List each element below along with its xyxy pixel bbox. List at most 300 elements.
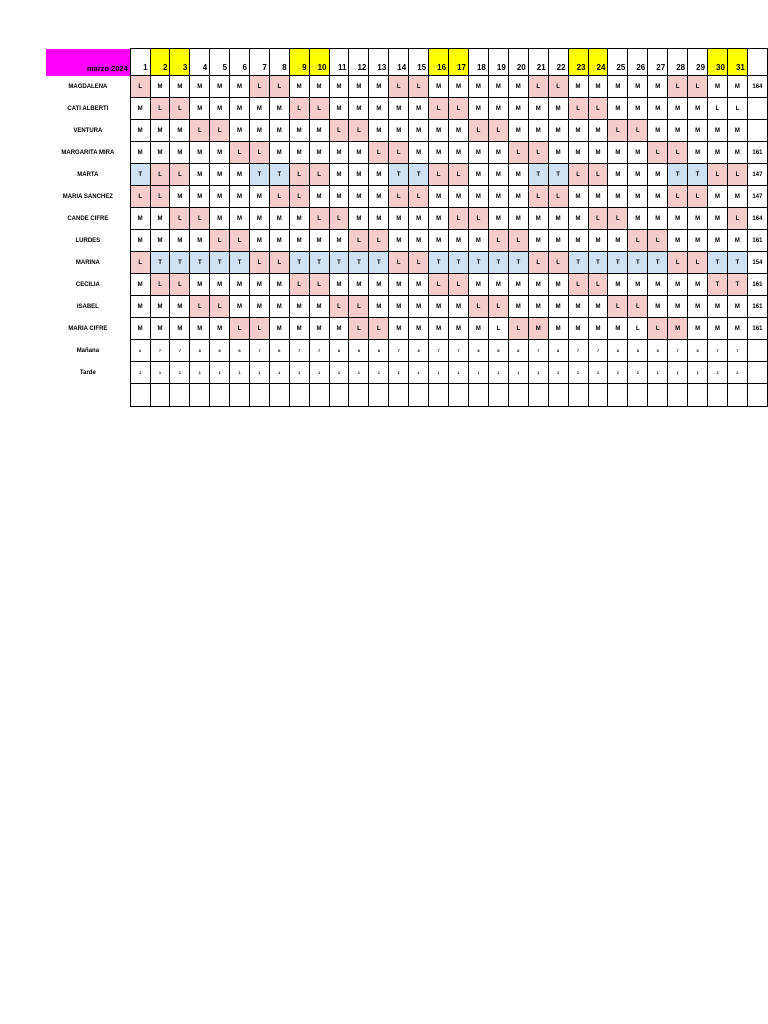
- staff-name[interactable]: MARGARITA MIRA: [61, 149, 115, 156]
- shift-cell[interactable]: L: [309, 274, 329, 296]
- shift-cell[interactable]: M: [309, 186, 329, 208]
- shift-cell[interactable]: M: [309, 296, 329, 318]
- shift-cell[interactable]: M: [329, 274, 349, 296]
- shift-cell[interactable]: M: [449, 318, 469, 340]
- shift-cell[interactable]: M: [568, 318, 588, 340]
- shift-cell[interactable]: M: [688, 296, 708, 318]
- shift-cell[interactable]: L: [588, 164, 608, 186]
- shift-cell[interactable]: M: [468, 274, 488, 296]
- shift-cell[interactable]: T: [269, 164, 289, 186]
- empty-cell[interactable]: [309, 384, 329, 407]
- shift-cell[interactable]: M: [648, 120, 668, 142]
- shift-cell[interactable]: M: [548, 142, 568, 164]
- shift-cell[interactable]: M: [230, 98, 250, 120]
- shift-cell[interactable]: M: [727, 230, 747, 252]
- shift-cell[interactable]: L: [230, 230, 250, 252]
- shift-cell[interactable]: M: [727, 186, 747, 208]
- shift-cell[interactable]: M: [468, 164, 488, 186]
- shift-cell[interactable]: M: [449, 296, 469, 318]
- count-cell[interactable]: 1: [488, 362, 508, 384]
- shift-cell[interactable]: L: [429, 164, 449, 186]
- count-cell[interactable]: 1: [668, 362, 688, 384]
- shift-cell[interactable]: M: [608, 274, 628, 296]
- empty-cell[interactable]: [329, 384, 349, 407]
- shift-cell[interactable]: M: [329, 142, 349, 164]
- shift-cell[interactable]: L: [289, 186, 309, 208]
- shift-cell[interactable]: L: [668, 252, 688, 274]
- shift-cell[interactable]: M: [150, 120, 170, 142]
- shift-cell[interactable]: M: [648, 274, 668, 296]
- shift-cell[interactable]: L: [309, 98, 329, 120]
- shift-cell[interactable]: M: [409, 208, 429, 230]
- shift-cell[interactable]: M: [130, 318, 150, 340]
- shift-cell[interactable]: M: [329, 98, 349, 120]
- count-cell[interactable]: 8: [628, 340, 648, 362]
- shift-cell[interactable]: M: [170, 142, 190, 164]
- count-label[interactable]: Mañana: [76, 347, 100, 354]
- shift-cell[interactable]: T: [429, 252, 449, 274]
- shift-cell[interactable]: L: [628, 318, 648, 340]
- shift-cell[interactable]: L: [449, 164, 469, 186]
- shift-cell[interactable]: T: [727, 252, 747, 274]
- shift-cell[interactable]: M: [648, 164, 668, 186]
- shift-cell[interactable]: M: [389, 120, 409, 142]
- shift-cell[interactable]: M: [528, 120, 548, 142]
- shift-cell[interactable]: M: [508, 76, 528, 98]
- shift-cell[interactable]: M: [349, 142, 369, 164]
- empty-cell[interactable]: [389, 384, 409, 407]
- shift-cell[interactable]: M: [150, 318, 170, 340]
- shift-cell[interactable]: M: [409, 318, 429, 340]
- shift-cell[interactable]: M: [449, 186, 469, 208]
- shift-cell[interactable]: M: [150, 296, 170, 318]
- shift-cell[interactable]: M: [508, 186, 528, 208]
- shift-cell[interactable]: L: [528, 142, 548, 164]
- shift-cell[interactable]: M: [249, 296, 269, 318]
- shift-cell[interactable]: M: [249, 274, 269, 296]
- count-cell[interactable]: 7: [289, 340, 309, 362]
- shift-cell[interactable]: L: [309, 164, 329, 186]
- shift-cell[interactable]: M: [230, 76, 250, 98]
- count-cell[interactable]: 8: [190, 340, 210, 362]
- shift-cell[interactable]: M: [668, 120, 688, 142]
- shift-cell[interactable]: M: [708, 318, 728, 340]
- day-header-27[interactable]: 27: [648, 49, 668, 76]
- count-cell[interactable]: 1: [588, 362, 608, 384]
- staff-name[interactable]: VENTURA: [73, 127, 103, 134]
- empty-cell[interactable]: [150, 384, 170, 407]
- shift-cell[interactable]: M: [508, 296, 528, 318]
- shift-cell[interactable]: M: [548, 296, 568, 318]
- shift-cell[interactable]: M: [588, 296, 608, 318]
- shift-cell[interactable]: M: [369, 208, 389, 230]
- shift-cell[interactable]: M: [429, 208, 449, 230]
- shift-cell[interactable]: M: [708, 296, 728, 318]
- count-cell[interactable]: 1: [369, 362, 389, 384]
- shift-cell[interactable]: M: [349, 208, 369, 230]
- shift-cell[interactable]: L: [409, 76, 429, 98]
- shift-cell[interactable]: M: [668, 230, 688, 252]
- day-header-26[interactable]: 26: [628, 49, 648, 76]
- shift-cell[interactable]: M: [488, 274, 508, 296]
- shift-cell[interactable]: L: [269, 76, 289, 98]
- shift-cell[interactable]: L: [648, 230, 668, 252]
- shift-cell[interactable]: M: [688, 120, 708, 142]
- shift-cell[interactable]: M: [588, 120, 608, 142]
- shift-cell[interactable]: L: [429, 98, 449, 120]
- shift-cell[interactable]: M: [170, 120, 190, 142]
- empty-cell[interactable]: [568, 384, 588, 407]
- shift-cell[interactable]: L: [389, 142, 409, 164]
- shift-cell[interactable]: M: [568, 230, 588, 252]
- shift-cell[interactable]: T: [130, 164, 150, 186]
- count-cell[interactable]: 8: [409, 340, 429, 362]
- shift-cell[interactable]: M: [329, 186, 349, 208]
- shift-cell[interactable]: M: [628, 208, 648, 230]
- shift-cell[interactable]: L: [648, 142, 668, 164]
- shift-cell[interactable]: L: [249, 76, 269, 98]
- shift-cell[interactable]: L: [289, 98, 309, 120]
- day-header-15[interactable]: 15: [409, 49, 429, 76]
- shift-cell[interactable]: T: [150, 252, 170, 274]
- count-cell[interactable]: 8: [269, 340, 289, 362]
- shift-cell[interactable]: M: [608, 76, 628, 98]
- day-header-25[interactable]: 25: [608, 49, 628, 76]
- shift-cell[interactable]: M: [309, 120, 329, 142]
- day-header-5[interactable]: 5: [210, 49, 230, 76]
- shift-cell[interactable]: M: [727, 120, 747, 142]
- shift-cell[interactable]: M: [528, 98, 548, 120]
- shift-cell[interactable]: M: [548, 230, 568, 252]
- shift-cell[interactable]: M: [309, 230, 329, 252]
- staff-name[interactable]: MARTA: [77, 171, 99, 178]
- count-cell[interactable]: 8: [548, 340, 568, 362]
- shift-cell[interactable]: M: [369, 296, 389, 318]
- day-header-16[interactable]: 16: [429, 49, 449, 76]
- shift-cell[interactable]: M: [648, 76, 668, 98]
- shift-cell[interactable]: L: [190, 296, 210, 318]
- shift-cell[interactable]: M: [289, 120, 309, 142]
- shift-cell[interactable]: M: [389, 274, 409, 296]
- count-cell[interactable]: 8: [349, 340, 369, 362]
- empty-cell[interactable]: [508, 384, 528, 407]
- shift-cell[interactable]: M: [468, 76, 488, 98]
- shift-cell[interactable]: M: [170, 186, 190, 208]
- shift-cell[interactable]: L: [349, 230, 369, 252]
- shift-cell[interactable]: M: [349, 164, 369, 186]
- empty-cell[interactable]: [249, 384, 269, 407]
- shift-cell[interactable]: L: [468, 120, 488, 142]
- shift-cell[interactable]: M: [488, 164, 508, 186]
- shift-cell[interactable]: L: [548, 252, 568, 274]
- shift-cell[interactable]: M: [429, 76, 449, 98]
- shift-cell[interactable]: L: [150, 98, 170, 120]
- shift-cell[interactable]: L: [449, 208, 469, 230]
- shift-cell[interactable]: L: [727, 98, 747, 120]
- count-cell[interactable]: 1: [170, 362, 190, 384]
- day-header-1[interactable]: 1: [130, 49, 150, 76]
- shift-cell[interactable]: L: [249, 318, 269, 340]
- shift-cell[interactable]: M: [230, 186, 250, 208]
- shift-cell[interactable]: M: [548, 318, 568, 340]
- shift-cell[interactable]: L: [369, 318, 389, 340]
- shift-cell[interactable]: M: [349, 76, 369, 98]
- shift-cell[interactable]: T: [349, 252, 369, 274]
- shift-cell[interactable]: M: [648, 186, 668, 208]
- shift-cell[interactable]: T: [468, 252, 488, 274]
- empty-cell[interactable]: [608, 384, 628, 407]
- shift-cell[interactable]: T: [369, 252, 389, 274]
- shift-cell[interactable]: M: [568, 186, 588, 208]
- count-cell[interactable]: 7: [588, 340, 608, 362]
- shift-cell[interactable]: L: [349, 318, 369, 340]
- shift-cell[interactable]: T: [190, 252, 210, 274]
- shift-cell[interactable]: M: [170, 76, 190, 98]
- day-header-22[interactable]: 22: [548, 49, 568, 76]
- day-header-14[interactable]: 14: [389, 49, 409, 76]
- shift-cell[interactable]: T: [210, 252, 230, 274]
- shift-cell[interactable]: T: [409, 164, 429, 186]
- shift-cell[interactable]: L: [548, 186, 568, 208]
- shift-cell[interactable]: M: [688, 98, 708, 120]
- shift-cell[interactable]: M: [190, 142, 210, 164]
- shift-cell[interactable]: M: [130, 98, 150, 120]
- shift-cell[interactable]: M: [508, 164, 528, 186]
- shift-cell[interactable]: M: [230, 164, 250, 186]
- shift-cell[interactable]: M: [628, 186, 648, 208]
- shift-cell[interactable]: T: [309, 252, 329, 274]
- shift-cell[interactable]: L: [568, 274, 588, 296]
- shift-cell[interactable]: M: [568, 296, 588, 318]
- shift-cell[interactable]: M: [568, 76, 588, 98]
- shift-cell[interactable]: M: [548, 274, 568, 296]
- day-header-3[interactable]: 3: [170, 49, 190, 76]
- shift-cell[interactable]: M: [249, 208, 269, 230]
- empty-cell[interactable]: [409, 384, 429, 407]
- shift-cell[interactable]: M: [170, 230, 190, 252]
- shift-cell[interactable]: M: [508, 120, 528, 142]
- shift-cell[interactable]: M: [708, 230, 728, 252]
- empty-cell[interactable]: [289, 384, 309, 407]
- shift-cell[interactable]: L: [170, 98, 190, 120]
- shift-cell[interactable]: M: [468, 142, 488, 164]
- day-header-31[interactable]: 31: [727, 49, 747, 76]
- count-cell[interactable]: 1: [249, 362, 269, 384]
- day-header-30[interactable]: 30: [708, 49, 728, 76]
- shift-cell[interactable]: M: [130, 142, 150, 164]
- shift-cell[interactable]: M: [249, 186, 269, 208]
- shift-cell[interactable]: M: [230, 274, 250, 296]
- shift-cell[interactable]: L: [389, 252, 409, 274]
- shift-cell[interactable]: L: [668, 186, 688, 208]
- shift-cell[interactable]: M: [588, 142, 608, 164]
- shift-cell[interactable]: M: [708, 76, 728, 98]
- shift-cell[interactable]: L: [269, 186, 289, 208]
- shift-cell[interactable]: M: [468, 186, 488, 208]
- shift-cell[interactable]: L: [488, 296, 508, 318]
- day-header-4[interactable]: 4: [190, 49, 210, 76]
- count-cell[interactable]: 1: [409, 362, 429, 384]
- count-cell[interactable]: 6: [130, 340, 150, 362]
- shift-cell[interactable]: M: [309, 76, 329, 98]
- shift-cell[interactable]: M: [708, 142, 728, 164]
- shift-cell[interactable]: M: [429, 296, 449, 318]
- shift-cell[interactable]: M: [230, 296, 250, 318]
- empty-cell[interactable]: [190, 384, 210, 407]
- shift-cell[interactable]: M: [488, 208, 508, 230]
- shift-cell[interactable]: M: [668, 318, 688, 340]
- shift-cell[interactable]: M: [628, 274, 648, 296]
- shift-cell[interactable]: L: [289, 274, 309, 296]
- count-cell[interactable]: 1: [548, 362, 568, 384]
- count-cell[interactable]: 1: [528, 362, 548, 384]
- day-header-24[interactable]: 24: [588, 49, 608, 76]
- shift-cell[interactable]: M: [170, 296, 190, 318]
- shift-cell[interactable]: L: [409, 186, 429, 208]
- empty-cell[interactable]: [210, 384, 230, 407]
- empty-cell[interactable]: [468, 384, 488, 407]
- day-header-6[interactable]: 6: [230, 49, 250, 76]
- empty-cell[interactable]: [369, 384, 389, 407]
- shift-cell[interactable]: L: [568, 98, 588, 120]
- empty-cell[interactable]: [170, 384, 190, 407]
- shift-cell[interactable]: M: [468, 98, 488, 120]
- shift-cell[interactable]: M: [708, 120, 728, 142]
- shift-cell[interactable]: M: [488, 98, 508, 120]
- day-header-23[interactable]: 23: [568, 49, 588, 76]
- day-header-11[interactable]: 11: [329, 49, 349, 76]
- shift-cell[interactable]: M: [548, 120, 568, 142]
- shift-cell[interactable]: M: [329, 230, 349, 252]
- shift-cell[interactable]: L: [708, 164, 728, 186]
- shift-cell[interactable]: M: [190, 76, 210, 98]
- shift-cell[interactable]: M: [668, 274, 688, 296]
- shift-cell[interactable]: L: [170, 274, 190, 296]
- shift-cell[interactable]: M: [389, 318, 409, 340]
- shift-cell[interactable]: T: [488, 252, 508, 274]
- staff-name[interactable]: MARIA CIFRE: [68, 325, 108, 332]
- shift-cell[interactable]: M: [309, 318, 329, 340]
- staff-name[interactable]: MAGDALENA: [68, 83, 108, 90]
- shift-cell[interactable]: M: [608, 318, 628, 340]
- shift-cell[interactable]: L: [608, 208, 628, 230]
- shift-cell[interactable]: T: [289, 252, 309, 274]
- shift-cell[interactable]: M: [210, 76, 230, 98]
- day-header-7[interactable]: 7: [249, 49, 269, 76]
- shift-cell[interactable]: M: [389, 230, 409, 252]
- shift-cell[interactable]: L: [389, 76, 409, 98]
- count-cell[interactable]: 1: [130, 362, 150, 384]
- count-cell[interactable]: 7: [449, 340, 469, 362]
- shift-cell[interactable]: M: [648, 208, 668, 230]
- shift-cell[interactable]: T: [668, 164, 688, 186]
- shift-cell[interactable]: L: [230, 142, 250, 164]
- shift-cell[interactable]: M: [190, 318, 210, 340]
- shift-cell[interactable]: M: [488, 76, 508, 98]
- shift-cell[interactable]: T: [568, 252, 588, 274]
- shift-cell[interactable]: M: [608, 142, 628, 164]
- shift-cell[interactable]: M: [528, 318, 548, 340]
- shift-cell[interactable]: L: [468, 296, 488, 318]
- shift-cell[interactable]: T: [528, 164, 548, 186]
- shift-cell[interactable]: T: [508, 252, 528, 274]
- shift-cell[interactable]: M: [628, 98, 648, 120]
- shift-cell[interactable]: M: [708, 208, 728, 230]
- shift-cell[interactable]: M: [249, 120, 269, 142]
- shift-cell[interactable]: L: [628, 296, 648, 318]
- shift-cell[interactable]: L: [249, 252, 269, 274]
- shift-cell[interactable]: M: [409, 274, 429, 296]
- shift-cell[interactable]: L: [190, 208, 210, 230]
- shift-cell[interactable]: M: [608, 98, 628, 120]
- shift-cell[interactable]: M: [150, 208, 170, 230]
- shift-cell[interactable]: T: [389, 164, 409, 186]
- shift-cell[interactable]: M: [648, 296, 668, 318]
- shift-cell[interactable]: M: [727, 76, 747, 98]
- count-cell[interactable]: 2: [727, 362, 747, 384]
- shift-cell[interactable]: M: [329, 318, 349, 340]
- shift-cell[interactable]: M: [130, 230, 150, 252]
- shift-cell[interactable]: M: [429, 142, 449, 164]
- count-cell[interactable]: 1: [349, 362, 369, 384]
- shift-cell[interactable]: L: [688, 252, 708, 274]
- shift-cell[interactable]: M: [508, 208, 528, 230]
- count-cell[interactable]: 7: [150, 340, 170, 362]
- shift-cell[interactable]: M: [190, 274, 210, 296]
- shift-cell[interactable]: T: [608, 252, 628, 274]
- shift-cell[interactable]: M: [309, 142, 329, 164]
- staff-name[interactable]: MARIA SANCHEZ: [62, 193, 113, 200]
- shift-cell[interactable]: M: [468, 230, 488, 252]
- shift-cell[interactable]: L: [130, 76, 150, 98]
- count-cell[interactable]: 1: [289, 362, 309, 384]
- shift-cell[interactable]: L: [727, 208, 747, 230]
- shift-cell[interactable]: M: [210, 98, 230, 120]
- shift-cell[interactable]: M: [488, 142, 508, 164]
- shift-cell[interactable]: L: [668, 142, 688, 164]
- shift-cell[interactable]: L: [608, 296, 628, 318]
- empty-cell[interactable]: [548, 384, 568, 407]
- shift-cell[interactable]: M: [210, 318, 230, 340]
- count-cell[interactable]: 1: [468, 362, 488, 384]
- shift-cell[interactable]: L: [329, 296, 349, 318]
- shift-cell[interactable]: M: [349, 186, 369, 208]
- count-cell[interactable]: 7: [170, 340, 190, 362]
- shift-cell[interactable]: M: [269, 230, 289, 252]
- count-cell[interactable]: 8: [210, 340, 230, 362]
- shift-cell[interactable]: M: [210, 274, 230, 296]
- shift-cell[interactable]: M: [688, 208, 708, 230]
- count-cell[interactable]: 8: [488, 340, 508, 362]
- staff-name[interactable]: CANDE CIFRE: [67, 215, 109, 222]
- shift-cell[interactable]: M: [269, 208, 289, 230]
- shift-cell[interactable]: L: [488, 230, 508, 252]
- shift-cell[interactable]: L: [269, 252, 289, 274]
- shift-cell[interactable]: L: [548, 76, 568, 98]
- shift-cell[interactable]: M: [269, 296, 289, 318]
- shift-cell[interactable]: M: [369, 274, 389, 296]
- shift-cell[interactable]: T: [628, 252, 648, 274]
- empty-cell[interactable]: [269, 384, 289, 407]
- shift-cell[interactable]: L: [727, 164, 747, 186]
- count-cell[interactable]: 1: [150, 362, 170, 384]
- day-header-20[interactable]: 20: [508, 49, 528, 76]
- shift-cell[interactable]: M: [528, 230, 548, 252]
- count-label[interactable]: Tarde: [79, 369, 96, 376]
- count-cell[interactable]: 7: [727, 340, 747, 362]
- shift-cell[interactable]: L: [329, 208, 349, 230]
- shift-cell[interactable]: T: [727, 274, 747, 296]
